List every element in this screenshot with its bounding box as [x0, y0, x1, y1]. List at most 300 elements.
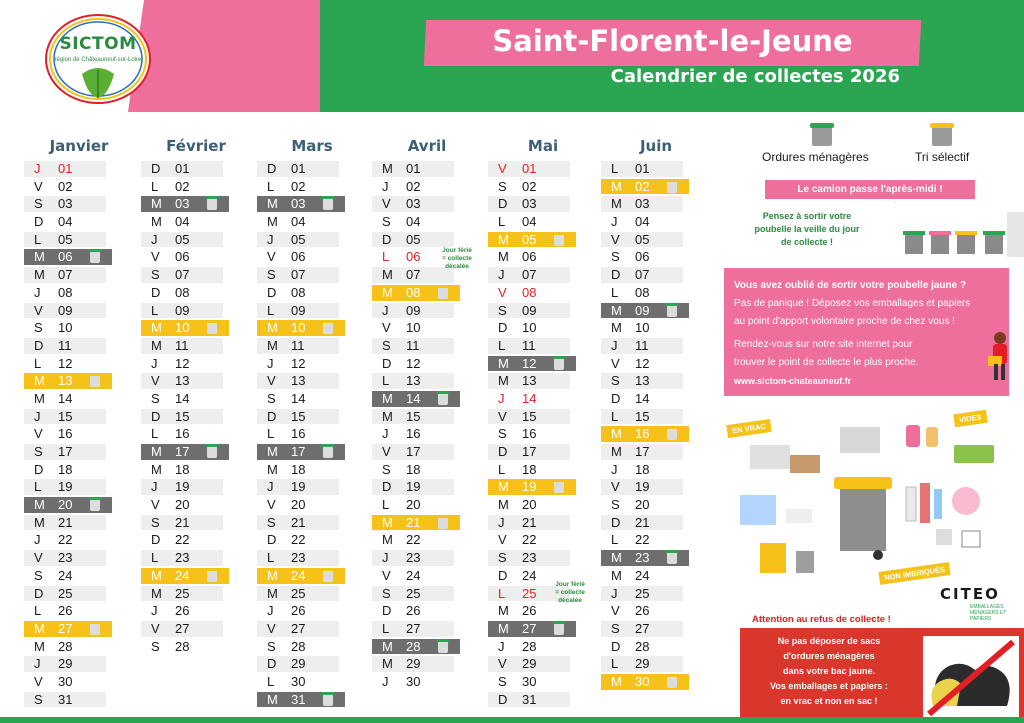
day-row — [141, 372, 251, 390]
day-row — [372, 478, 482, 496]
yellow-bin-icon — [554, 481, 564, 493]
day-row-om — [24, 248, 134, 266]
day-number: 02 — [58, 178, 73, 194]
day-row — [141, 178, 251, 196]
day-row — [488, 531, 598, 549]
day-row-ts — [141, 319, 251, 337]
day-letter: L — [267, 550, 275, 566]
day-letter: M — [34, 514, 45, 530]
day-number: 23 — [406, 550, 421, 566]
day-number: 26 — [522, 603, 537, 619]
day-letter: D — [382, 479, 392, 495]
day-letter: V — [382, 320, 391, 336]
day-letter: D — [267, 284, 277, 300]
grey-bin-icon — [90, 499, 100, 511]
day-number: 09 — [58, 302, 73, 318]
month-name: Avril — [407, 137, 447, 155]
grey-bin-icon — [323, 694, 333, 706]
day-number: 08 — [635, 284, 650, 300]
day-letter: J — [611, 214, 618, 230]
day-number: 01 — [406, 161, 421, 176]
day-row — [24, 408, 134, 426]
day-row-ts — [257, 319, 367, 337]
grey-bin-icon — [554, 358, 564, 370]
day-row — [24, 567, 134, 585]
day-number: 20 — [406, 497, 421, 513]
day-row — [24, 337, 134, 355]
day-letter: V — [34, 426, 43, 442]
day-number: 09 — [522, 302, 537, 318]
forgot-box — [724, 268, 1009, 396]
day-row — [257, 302, 367, 320]
day-row — [24, 602, 134, 620]
day-number: 17 — [522, 444, 537, 459]
day-letter: L — [34, 479, 42, 495]
citeo-subtitle-line: EMBALLAGES — [970, 604, 1004, 610]
day-row — [601, 372, 711, 390]
day-letter: S — [34, 567, 43, 583]
web-intro-1: Rendez-vous sur notre site internet pour — [734, 339, 913, 350]
day-number: 17 — [175, 444, 190, 459]
grey-bin-icon — [207, 198, 217, 210]
day-number: 26 — [635, 603, 650, 619]
month-column — [24, 132, 134, 708]
day-letter: S — [151, 514, 160, 530]
yellow-bin-icon — [323, 322, 333, 334]
day-number: 06 — [291, 249, 306, 265]
day-row — [141, 231, 251, 249]
day-row — [24, 514, 134, 532]
day-number: 07 — [635, 267, 650, 283]
day-row-ts — [24, 620, 134, 638]
day-row — [601, 567, 711, 585]
day-row — [24, 673, 134, 691]
day-row — [257, 496, 367, 514]
day-row — [24, 638, 134, 656]
day-number: 27 — [635, 620, 650, 636]
yellow-bin-icon — [207, 570, 217, 582]
day-number: 30 — [635, 673, 650, 689]
day-number: 25 — [522, 585, 537, 601]
day-letter: M — [382, 532, 393, 548]
yellow-bin-icon — [932, 126, 952, 146]
refus-line: d'ordures ménagères — [783, 651, 875, 661]
day-letter: M — [382, 390, 393, 406]
page-title: Saint-Florent-le-Jeune — [492, 24, 853, 58]
day-number: 07 — [406, 267, 421, 283]
day-row — [601, 514, 711, 532]
day-row — [257, 425, 367, 443]
day-row — [488, 284, 598, 302]
day-number: 19 — [635, 479, 650, 495]
month-column — [141, 132, 251, 655]
day-row — [257, 284, 367, 302]
day-row — [257, 337, 367, 355]
day-row — [257, 673, 367, 691]
day-row — [24, 549, 134, 567]
day-number: 08 — [291, 284, 306, 300]
day-number: 27 — [58, 620, 73, 636]
day-number: 19 — [58, 479, 73, 495]
day-letter: J — [611, 461, 618, 477]
day-row-om — [24, 496, 134, 514]
day-letter: V — [498, 656, 507, 672]
day-number: 23 — [635, 550, 650, 566]
day-row — [372, 231, 482, 249]
vides-tag: VIDES — [953, 410, 987, 427]
day-letter: D — [267, 532, 277, 548]
day-letter: J — [267, 355, 274, 371]
day-letter: V — [267, 373, 276, 389]
day-letter: J — [151, 479, 158, 495]
non-imbriques-tag: NON IMBRIQUÉS — [878, 562, 950, 585]
day-number: 05 — [522, 231, 537, 247]
day-row — [372, 602, 482, 620]
month-name: Janvier — [49, 137, 109, 155]
day-number: 17 — [291, 444, 306, 459]
day-number: 09 — [406, 302, 421, 318]
day-letter: L — [34, 231, 42, 247]
day-letter: M — [611, 444, 622, 459]
grey-bin-icon — [554, 623, 564, 635]
day-number: 15 — [175, 408, 190, 424]
day-number: 09 — [635, 302, 650, 318]
day-letter: L — [611, 408, 619, 424]
day-letter: S — [382, 461, 391, 477]
day-letter: M — [382, 638, 393, 654]
day-list — [488, 160, 598, 708]
day-list — [372, 160, 482, 691]
forgot-title: Vous avez oublié de sortir votre poubelle jaune ? — [734, 280, 967, 291]
day-row — [141, 496, 251, 514]
day-letter: M — [151, 320, 162, 336]
day-letter: M — [151, 567, 162, 583]
day-letter: D — [34, 461, 44, 477]
day-letter: L — [267, 426, 275, 442]
day-row — [488, 655, 598, 673]
day-number: 21 — [58, 514, 73, 530]
day-row — [488, 673, 598, 691]
day-number: 17 — [635, 444, 650, 459]
day-letter: S — [34, 196, 43, 212]
day-row — [141, 248, 251, 266]
day-number: 14 — [58, 390, 73, 406]
day-letter: S — [611, 497, 620, 513]
day-number: 07 — [58, 267, 73, 283]
day-row — [24, 531, 134, 549]
day-letter: J — [34, 532, 41, 548]
day-row — [601, 638, 711, 656]
day-letter: S — [267, 267, 276, 283]
day-list — [257, 160, 367, 708]
day-letter: S — [151, 638, 160, 654]
day-row — [257, 213, 367, 231]
day-letter: D — [611, 514, 621, 530]
day-row-ts — [141, 567, 251, 585]
logo-subtitle: région de Châteauneuf-sur-Loire — [54, 57, 142, 63]
day-row — [601, 602, 711, 620]
day-row — [601, 284, 711, 302]
day-letter: M — [151, 444, 162, 459]
day-number: 26 — [175, 603, 190, 619]
day-row — [24, 231, 134, 249]
yellow-bin-icon — [438, 287, 448, 299]
day-letter: M — [611, 567, 622, 583]
citeo-subtitle — [970, 604, 1020, 622]
day-number: 13 — [58, 373, 73, 389]
day-letter: M — [498, 620, 509, 636]
day-row-om — [141, 443, 251, 461]
day-number: 19 — [406, 479, 421, 495]
day-row — [141, 585, 251, 603]
grey-bin-icon — [323, 446, 333, 458]
day-row-ts — [372, 284, 482, 302]
day-number: 04 — [522, 214, 537, 230]
day-row — [488, 514, 598, 532]
day-row — [24, 390, 134, 408]
yellow-bin-icon — [667, 181, 677, 193]
day-number: 13 — [406, 373, 421, 389]
day-row-ts — [372, 514, 482, 532]
day-number: 05 — [58, 231, 73, 247]
day-letter: M — [267, 567, 278, 583]
day-row — [141, 337, 251, 355]
day-letter: J — [498, 638, 505, 654]
holiday-note-line: = collecte — [555, 589, 585, 596]
grey-bin-icon — [438, 641, 448, 653]
day-row — [24, 284, 134, 302]
day-number: 04 — [635, 214, 650, 230]
day-number: 10 — [58, 320, 73, 336]
day-number: 09 — [175, 302, 190, 318]
day-number: 11 — [291, 337, 305, 353]
day-row — [141, 425, 251, 443]
day-letter: M — [151, 585, 162, 601]
day-letter: M — [498, 355, 509, 371]
day-row — [141, 602, 251, 620]
day-number: 11 — [175, 337, 189, 353]
day-letter: V — [498, 408, 507, 424]
day-number: 13 — [175, 373, 190, 389]
day-row-om — [257, 691, 367, 709]
day-row — [24, 585, 134, 603]
day-number: 01 — [522, 161, 537, 176]
day-number: 22 — [58, 532, 73, 548]
day-letter: D — [267, 161, 277, 176]
day-number: 10 — [291, 320, 306, 336]
day-letter: D — [611, 390, 621, 406]
refus-line: dans votre bac jaune. — [782, 666, 876, 676]
day-row-ts — [601, 178, 711, 196]
grey-bin-icon — [812, 126, 832, 146]
day-number: 23 — [58, 550, 73, 566]
day-letter: S — [382, 585, 391, 601]
day-number: 06 — [175, 249, 190, 265]
day-letter: J — [382, 178, 389, 194]
day-letter: D — [498, 196, 508, 212]
day-letter: M — [34, 267, 45, 283]
day-letter: J — [34, 284, 41, 300]
day-number: 20 — [175, 497, 190, 513]
day-row-om — [141, 195, 251, 213]
citeo-subtitle-line: MÉNAGERS ET PAPIERS — [970, 610, 1007, 622]
afternoon-banner: Le camion passe l'après-midi ! — [765, 180, 975, 199]
day-letter: M — [382, 408, 393, 424]
legend-ts-label: Tri sélectif — [915, 150, 970, 164]
day-letter: L — [498, 461, 506, 477]
day-number: 04 — [175, 214, 190, 230]
day-row — [141, 408, 251, 426]
day-letter: L — [498, 585, 506, 601]
sortir-note — [732, 210, 882, 249]
day-number: 28 — [406, 638, 421, 654]
day-row-ts — [488, 231, 598, 249]
day-row-om — [372, 390, 482, 408]
day-number: 19 — [522, 479, 537, 495]
day-letter: J — [151, 603, 158, 619]
day-row — [488, 390, 598, 408]
day-letter: S — [498, 673, 507, 689]
day-row — [372, 178, 482, 196]
day-number: 19 — [175, 479, 190, 495]
day-number: 22 — [522, 532, 537, 548]
month-column — [257, 132, 367, 708]
day-number: 29 — [635, 656, 650, 672]
day-number: 24 — [291, 567, 306, 583]
day-letter: D — [498, 691, 508, 707]
day-letter: M — [611, 550, 622, 566]
day-row — [141, 302, 251, 320]
grey-bin-icon — [438, 393, 448, 405]
day-letter: M — [267, 444, 278, 459]
day-letter: D — [611, 638, 621, 654]
month-column — [601, 132, 711, 691]
day-number: 08 — [58, 284, 73, 300]
day-row-om — [372, 638, 482, 656]
day-number: 18 — [406, 461, 421, 477]
day-number: 03 — [406, 196, 421, 212]
day-number: 13 — [522, 373, 537, 389]
day-number: 12 — [58, 355, 73, 371]
day-number: 12 — [406, 355, 421, 371]
grey-bin-icon — [90, 251, 100, 263]
day-letter: V — [34, 673, 43, 689]
month-name: Juin — [639, 137, 673, 155]
website-link[interactable]: www.sictom-chateauneuf.fr — [734, 376, 852, 386]
day-row — [601, 461, 711, 479]
forgot-body-2: au point d'apport volontaire proche de chez vous ! — [734, 316, 955, 327]
day-letter: M — [267, 337, 278, 353]
day-row — [24, 355, 134, 373]
day-letter: V — [151, 620, 160, 636]
day-letter: V — [34, 302, 43, 318]
day-letter: V — [611, 603, 620, 619]
day-letter: D — [382, 603, 392, 619]
day-row — [601, 266, 711, 284]
day-number: 16 — [175, 426, 190, 442]
day-number: 03 — [635, 196, 650, 212]
day-number: 10 — [406, 320, 421, 336]
day-letter: S — [267, 638, 276, 654]
day-number: 27 — [175, 620, 190, 636]
day-row — [601, 531, 711, 549]
day-row — [257, 372, 367, 390]
day-letter: V — [34, 178, 43, 194]
day-row — [601, 655, 711, 673]
day-row — [488, 425, 598, 443]
day-letter: S — [498, 550, 507, 566]
day-row — [601, 195, 711, 213]
no-bag-icon — [923, 636, 1019, 720]
day-row — [488, 337, 598, 355]
day-number: 12 — [291, 355, 306, 371]
day-letter: L — [34, 355, 42, 371]
day-row — [372, 443, 482, 461]
refus-line: Vos emballages et papiers : — [770, 681, 888, 691]
day-number: 15 — [406, 408, 421, 424]
day-number: 03 — [175, 196, 190, 212]
day-row — [141, 549, 251, 567]
day-number: 02 — [175, 178, 190, 194]
day-letter: V — [382, 196, 391, 212]
day-number: 23 — [291, 550, 306, 566]
day-letter: J — [611, 337, 618, 353]
day-letter: S — [498, 426, 507, 442]
day-letter: J — [267, 231, 274, 247]
day-number: 02 — [635, 178, 650, 194]
day-row — [372, 425, 482, 443]
month-name: Mars — [291, 137, 333, 155]
day-row — [257, 602, 367, 620]
day-row — [488, 461, 598, 479]
day-number: 20 — [522, 497, 537, 513]
day-number: 29 — [406, 656, 421, 672]
day-number: 14 — [175, 390, 190, 406]
day-number: 08 — [175, 284, 190, 300]
day-letter: L — [382, 249, 390, 265]
day-number: 27 — [406, 620, 421, 636]
day-letter: J — [267, 479, 274, 495]
day-letter: M — [382, 161, 393, 176]
day-number: 20 — [291, 497, 306, 513]
day-row — [601, 319, 711, 337]
day-row — [257, 585, 367, 603]
day-number: 12 — [175, 355, 190, 371]
day-row — [257, 620, 367, 638]
day-row — [257, 514, 367, 532]
day-number: 03 — [58, 196, 73, 212]
day-letter: L — [151, 302, 159, 318]
day-number: 17 — [406, 444, 421, 459]
day-number: 15 — [635, 408, 650, 424]
day-number: 14 — [406, 390, 421, 406]
day-row — [601, 585, 711, 603]
day-letter: M — [34, 497, 45, 513]
day-letter: J — [382, 426, 389, 442]
footer-band — [0, 717, 1024, 723]
day-number: 27 — [291, 620, 306, 636]
day-number: 30 — [291, 673, 306, 689]
day-number: 18 — [175, 461, 190, 477]
yellow-bin-icon — [667, 428, 677, 440]
day-number: 24 — [522, 567, 537, 583]
day-row — [372, 195, 482, 213]
day-letter: J — [382, 673, 389, 689]
day-letter: S — [34, 320, 43, 336]
day-letter: D — [267, 408, 277, 424]
truck-illustration — [895, 200, 1024, 262]
day-row-om — [601, 549, 711, 567]
